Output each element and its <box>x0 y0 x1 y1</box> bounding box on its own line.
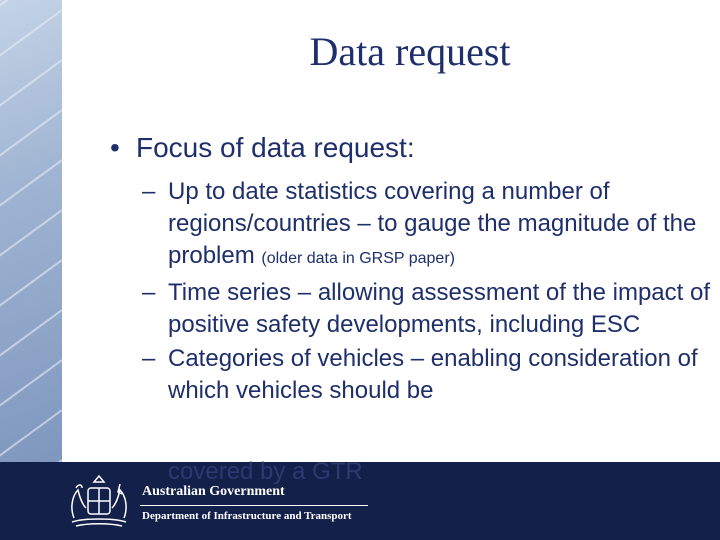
coat-of-arms-icon <box>66 474 132 530</box>
sub-point-main-text: Up to date statistics covering a number of regions/countries – to gauge the magnitude of the problem <box>168 178 697 269</box>
sub-point-note: (older data in GRSP paper) <box>261 250 455 267</box>
sub-point-2 <box>100 277 712 341</box>
slide-title: Data request <box>309 29 511 74</box>
bullet-text: Focus of data request: <box>136 132 415 163</box>
bullet-item <box>100 132 712 164</box>
dash-mark: – <box>142 345 156 372</box>
dash-mark: – <box>142 279 156 306</box>
sub-point-1 <box>100 176 712 275</box>
sub-point-text <box>168 176 712 275</box>
department-name: Department of Infrastructure and Transport <box>142 510 352 522</box>
government-name: Australian Government <box>142 484 285 499</box>
overflow-text-line: covered by a GTR <box>168 458 363 485</box>
dash-mark: – <box>142 178 156 205</box>
sub-point-3 <box>100 343 712 407</box>
sub-point-text: Time series – allowing assessment of the impact of positive safety developments, including ESC <box>168 279 711 338</box>
slide-body <box>100 132 712 409</box>
sub-point-text: Categories of vehicles – enabling consideration of which vehicles should be <box>168 345 698 404</box>
bullet-mark: • <box>110 132 120 163</box>
footer-divider <box>140 505 368 506</box>
